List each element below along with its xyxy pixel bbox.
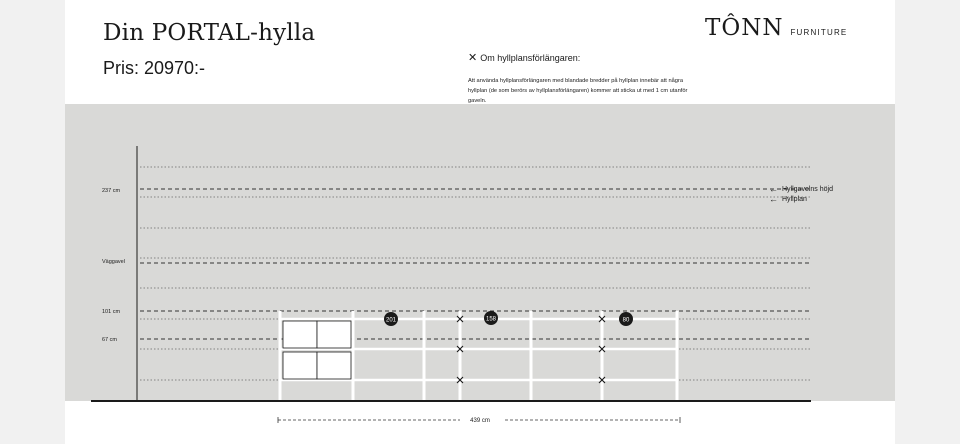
arrow-left-icon: ←: [769, 184, 778, 194]
brand-name: TÔNN: [705, 15, 784, 41]
label-237: 237 cm: [102, 188, 121, 194]
legend-shelf: [769, 194, 807, 204]
info-heading: Om hyllplansförlängaren:: [480, 52, 581, 63]
info-text: Att använda hyllplansförlängaren med blandade bredder på hyllplan innebär att några hyllplan (de som berörs av hyllplansförlängaren) kommer att sticka ut med 1 cm utanför gaveln.: [468, 78, 688, 104]
badge-158-text: 158: [485, 316, 497, 323]
legend-shelf-label: Hyllplan: [782, 195, 807, 203]
legend-gable-height: [769, 184, 833, 194]
shelf-diagram: [65, 0, 895, 444]
floor-line: [91, 400, 811, 402]
reference-lines: [140, 189, 810, 339]
badge-201-text: 201: [385, 317, 397, 324]
width-label: 439 cm: [470, 418, 490, 424]
brand-sub: FURNITURE: [790, 28, 848, 37]
configurator-page: [65, 0, 895, 444]
badge-80-text: 80: [622, 317, 630, 324]
price-label: Pris: 20970:-: [103, 58, 206, 78]
height-labels: [102, 188, 125, 343]
close-icon[interactable]: ✕: [468, 52, 478, 64]
label-101: 101 cm: [102, 309, 121, 315]
label-wall: Väggavel: [102, 259, 125, 265]
label-67: 67 cm: [102, 337, 117, 343]
arrow-left-icon: ←: [769, 194, 778, 204]
page-title: Din PORTAL-hylla: [103, 20, 316, 46]
legend-gable-height-label: Hyllgavelns höjd: [782, 185, 833, 193]
